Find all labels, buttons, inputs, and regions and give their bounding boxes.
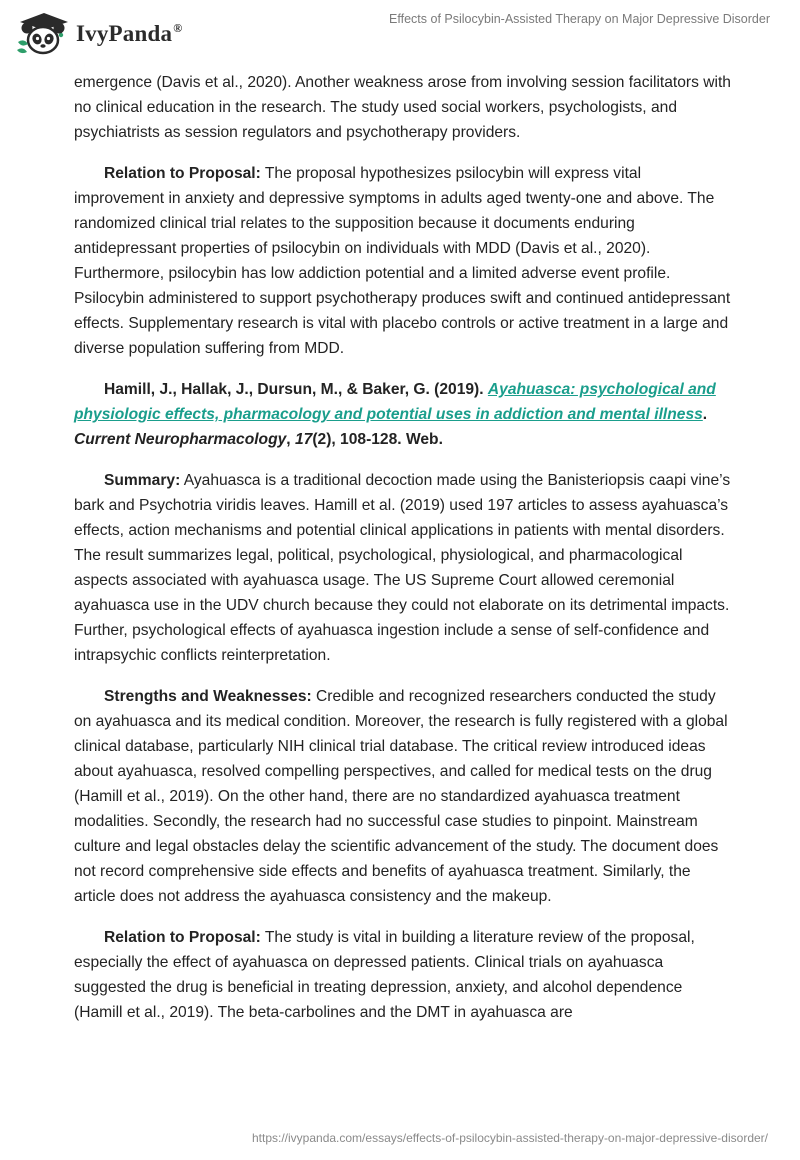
- paragraph-weakness-continued: emergence (Davis et al., 2020). Another weakness arose from involving session facilitators with no clinical education in the research. The study used social workers, psychologists, and psychiatrists as session regulators and psychotherapy providers.: [74, 74, 731, 141]
- paragraph-text: Ayahuasca is a traditional decoction made using the Banisteriopsis caapi vine’s bark and Psychotria viridis leaves. Hamill et al. (2019) used 197 articles to assess ayahuasca’s effects, action mechanisms and potential clinical applications in patients with mental disorders. The result summarizes legal, political, psychological, physiological, and pharmacological aspects associated with ayahuasca usage. The US Supreme Court allowed ceremonial ayahuasca use in the UDV church because they could not elaborate on its detrimental impacts. Further, psychological effects of ayahuasca ingestion include a sense of self-confidence and intrapsychic conflicts reinterpretation.: [74, 472, 731, 664]
- reference-authors: Hamill, J., Hallak, J., Dursun, M., & Baker, G. (2019).: [104, 381, 488, 398]
- section-label: Relation to Proposal:: [104, 929, 261, 946]
- reference-volume: 17: [294, 431, 313, 448]
- document-title: Effects of Psilocybin-Assisted Therapy on Major Depressive Disorder: [389, 12, 770, 26]
- ivypanda-logo[interactable]: [14, 10, 182, 58]
- essay-body: [74, 70, 734, 1041]
- paragraph-text: The proposal hypothesizes psilocybin will express vital improvement in anxiety and depressive symptoms in adults aged twenty-one and above. The randomized clinical trial relates to the supposition because it documents enduring antidepressant properties of psilocybin on individuals with MDD (Davis et al., 2020). Furthermore, psilocybin has low addiction potential and a limited adverse event profile. Psilocybin administered to support psychotherapy produces swift and continued antidepressant effects. Supplementary research is vital with placebo controls or active treatment in a large and diverse population suffering from MDD.: [74, 165, 731, 357]
- reference-entry: Hamill, J., Hallak, J., Dursun, M., & Baker, G. (2019). Ayahuasca: psychological and physiologic effects, pharmacology and potential uses in addiction and mental illness. Current Neuropharmacology, 17(2), 108-128. Web.: [74, 381, 716, 448]
- paragraph-relation-to-proposal-2: [74, 925, 734, 1025]
- paragraph-summary: [74, 468, 734, 668]
- section-label: Relation to Proposal:: [104, 165, 261, 182]
- section-label: Strengths and Weaknesses:: [104, 688, 312, 705]
- paragraph-strengths-weaknesses: [74, 684, 734, 909]
- paragraph-relation-to-proposal-1: [74, 161, 734, 361]
- page-url[interactable]: https://ivypanda.com/essays/effects-of-psilocybin-assisted-therapy-on-major-depressive-disorder/: [252, 1131, 768, 1145]
- reference-title-link[interactable]: Ayahuasca: psychological and physiologic effects, pharmacology and potential uses in addiction and mental illness: [74, 381, 716, 423]
- reference-journal: Current Neuropharmacology: [74, 431, 287, 448]
- reference-pages: (2), 108-128. Web.: [312, 431, 443, 448]
- panda-graduation-cap-icon: [14, 10, 70, 58]
- section-label: Summary:: [104, 472, 181, 489]
- page-header: [0, 0, 800, 72]
- brand-name: IvyPanda®: [76, 21, 183, 46]
- paragraph-text: The study is vital in building a literature review of the proposal, especially the effect of ayahuasca on depressed patients. Clinical trials on ayahuasca suggested the drug is beneficial in treating depression, anxiety, and alcohol dependence (Hamill et al., 2019). The beta-carbolines and the DMT in ayahuasca are: [74, 929, 695, 1021]
- paragraph-text: Credible and recognized researchers conducted the study on ayahuasca and its medical condition. Moreover, the research is fully registered with a global clinical database, particularly NIH clinical trial database. The critical review introduced ideas about ayahuasca, resolved compelling perspectives, and called for medical tests on the drug (Hamill et al., 2019). On the other hand, there are no standardized ayahuasca treatment modalities. Secondly, the research had no successful case studies to pinpoint. Mainstream culture and legal obstacles delay the scientific advancement of the study. The document does not record comprehensive side effects and benefits of ayahuasca treatment. Similarly, the article does not address the ayahuasca consistency and the makeup.: [74, 688, 728, 905]
